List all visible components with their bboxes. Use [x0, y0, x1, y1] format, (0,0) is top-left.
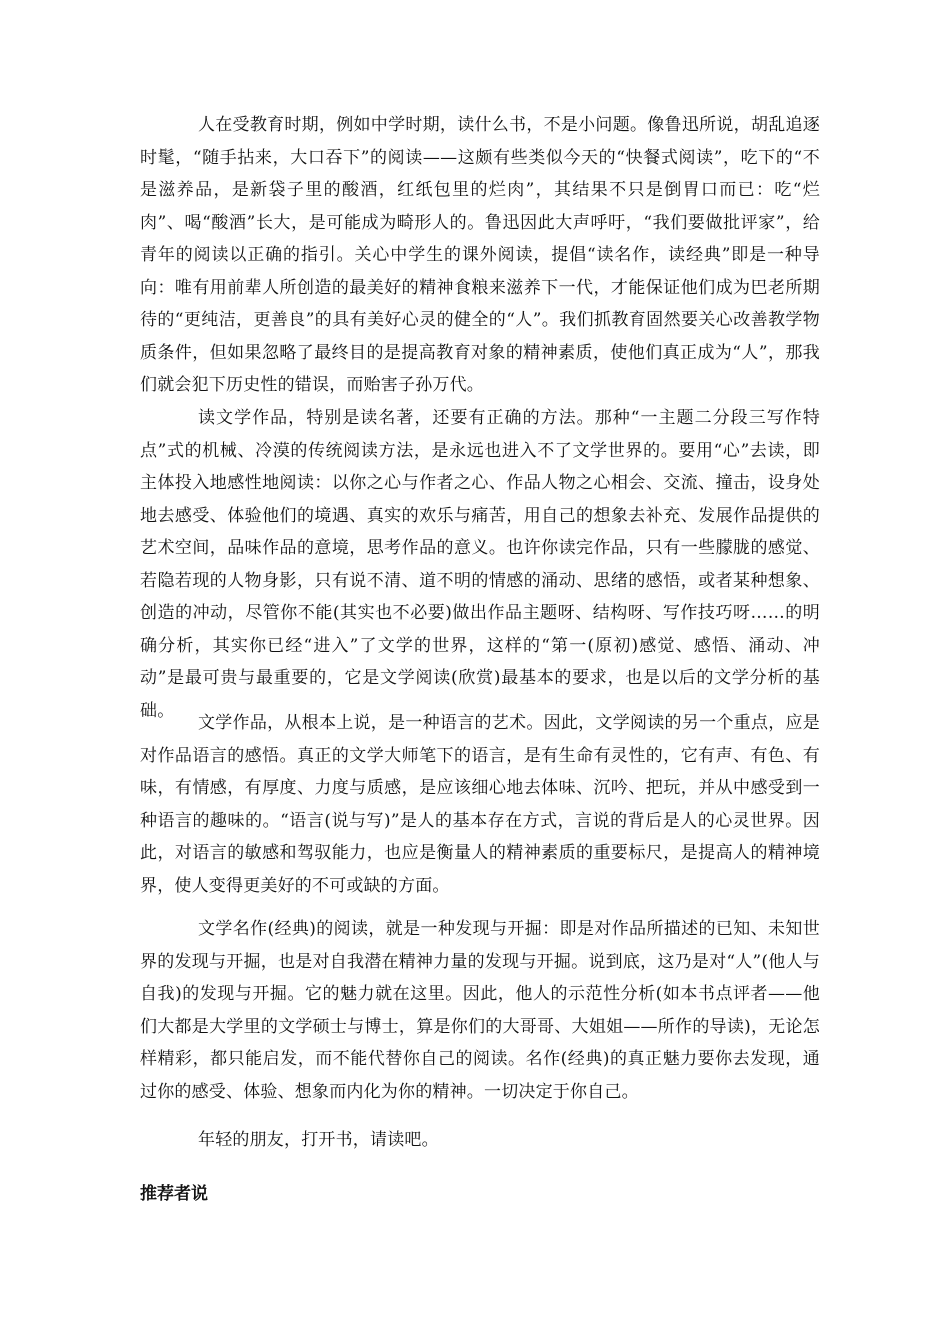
section-heading: 推荐者说 [140, 1184, 208, 1204]
paragraph-education-reading: 人在受教育时期，例如中学时期，读什么书，不是小问题。像鲁迅所说，胡乱追逐时髦，“随手拈来，大口吞下”的阅读——这颇有些类似今天的“快餐式阅读”，吃下的“不是滋养品，是新袋子里的酸酒，红纸包里的烂肉”，其结果不只是倒胃口而已：吃“烂肉”、喝“酸酒”长大，是可能成为畸形人的。鲁迅因此大声呼吁，“我们要做批评家”，给青年的阅读以正确的指引。关心中学生的课外阅读，提倡“读名作，读经典”即是一种导向：唯有用前辈人所创造的最美好的精神食粮来滋养下一代，才能保证他们成为巴老所期待的“更纯洁，更善良”的具有美好心灵的健全的“人”。我们抓教育固然要关心改善教学物质条件，但如果忽略了最终目的是提高教育对象的精神素质，使他们真正成为“人”，那我们就会犯下历史性的错误，而贻害子孙万代。 [140, 115, 820, 395]
paragraph-language-art: 文学作品，从根本上说，是一种语言的艺术。因此，文学阅读的另一个重点，应是对作品语言的感悟。真正的文学大师笔下的语言，是有生命有灵性的，它有声、有色、有味，有情感，有厚度、力度与质感，是应该细心地去体味、沉吟、把玩，并从中感受到一种语言的趣味的。“语言(说与写)”是人的基本存在方式，言说的背后是人的心灵世界。因此，对语言的敏感和驾驭能力，也应是衡量人的精神素质的重要标尺，是提高人的精神境界，使人变得更美好的不可或缺的方面。 [140, 713, 820, 896]
paragraph-reading-method: 读文学作品，特别是读名著，还要有正确的方法。那种“一主题二分段三写作特点”式的机械、冷漠的传统阅读方法，是永远也进入不了文学世界的。要用“心”去读，即主体投入地感性地阅读：以你之心与作者之心、作品人物之心相会、交流、撞击，设身处地去感受、体验他们的境遇、真实的欢乐与痛苦，用自己的想象去补充、发展作品提供的艺术空间，品味作品的意境，思考作品的意义。也许你读完作品，只有一些朦胧的感觉、若隐若现的人物身影，只有说不清、道不明的情感的涌动、思绪的感悟，或者某种想象、创造的冲动，尽管你不能(其实也不必要)做出作品主题呀、结构呀、写作技巧呀……的明确分析，其实你已经“进入”了文学的世界，这样的“第一(原初)感觉、感悟、涌动、冲动”是最可贵与最重要的，它是文学阅读(欣赏)最基本的要求，也是以后的文学分析的基础。 [140, 408, 820, 721]
paragraph-discovery: 文学名作(经典)的阅读，就是一种发现与开掘：即是对作品所描述的已知、未知世界的发现与开掘，也是对自我潜在精神力量的发现与开掘。说到底，这乃是对“人”(他人与自我)的发现与开掘。它的魅力就在这里。因此，他人的示范性分析(如本书点评者——他们大都是大学里的文学硕士与博士，算是你们的大哥哥、大姐姐——所作的导读)，无论怎样精彩，都只能启发，而不能代替你自己的阅读。名作(经典)的真正魅力要你去发现，通过你的感受、体验、想象而内化为你的精神。一切决定于你自己。 [140, 919, 820, 1102]
paragraph-closing: 年轻的朋友，打开书，请读吧。 [198, 1130, 439, 1150]
